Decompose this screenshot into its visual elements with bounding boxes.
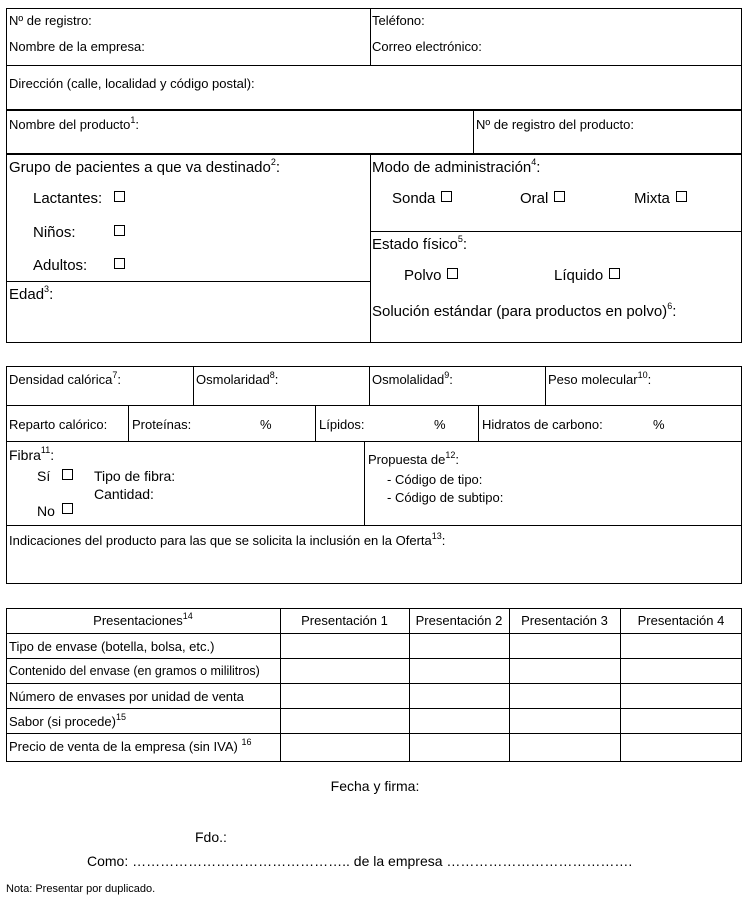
divider [620,608,621,762]
divider [6,683,742,684]
estado-title: Estado físico$^5$: [372,234,468,253]
densidad-field[interactable]: Densidad calórica$^7$: [9,369,121,387]
adultos-checkbox[interactable] [114,258,125,269]
solucion-field[interactable]: Solución estándar (para productos en polvo)$^6$: [372,301,677,320]
divider [473,110,474,154]
col-header-3: Presentación 3 [521,613,608,628]
osmolalidad-field[interactable]: Osmolalidad$^9$: [372,369,453,387]
row-label-sabor: Sabor (si procede)$^{15}$ [9,711,126,729]
fibra-si-label: Sí [37,468,51,484]
sonda-label: Sonda [392,190,436,207]
fibra-no-label: No [37,503,55,519]
proteinas-field[interactable]: Proteínas: [132,417,192,432]
table-cell[interactable] [281,634,408,657]
divider [6,525,742,526]
oral-label: Oral [520,190,549,207]
adultos-label: Adultos: [33,257,88,274]
divider [478,405,479,441]
divider [128,405,129,441]
lactantes-checkbox[interactable] [114,191,125,202]
row-label-precio: Precio de venta de la empresa (sin IVA) $^{16}$ [9,736,252,754]
divider [280,608,281,762]
proteinas-pct: % [260,417,272,432]
producto-registro-field[interactable]: Nº de registro del producto: [476,117,634,132]
liquido-checkbox[interactable] [609,268,620,279]
col-header-1: Presentación 1 [301,613,388,628]
producto-nombre-field[interactable]: Nombre del producto$^1$: [9,114,140,132]
lipidos-field[interactable]: Lípidos: [319,417,365,432]
divider [364,441,365,525]
lipidos-pct: % [434,417,446,432]
registro-field[interactable]: Nº de registro: [9,13,92,28]
table-cell[interactable] [510,634,619,657]
table-cell[interactable] [621,634,741,657]
divider [315,405,316,441]
polvo-label: Polvo [404,267,442,284]
empresa-field[interactable]: Nombre de la empresa: [9,39,145,54]
col-header-4: Presentación 4 [637,613,725,628]
indicaciones-field[interactable]: Indicaciones del producto para las que se solicita la inclusión en la Oferta$^{13}$: [9,530,446,548]
mixta-label: Mixta [634,190,670,207]
tipo-fibra-field[interactable]: Tipo de fibra: [94,468,176,484]
fibra-si-checkbox[interactable] [62,469,73,480]
divider [409,608,410,762]
osmolaridad-field[interactable]: Osmolaridad$^8$: [196,369,279,387]
divider [509,608,510,762]
como-line[interactable]: Como: ……………………………………….. de la empresa …………………………………. [87,853,633,869]
divider [6,441,742,442]
cantidad-field[interactable]: Cantidad: [94,486,154,502]
fibra-title: Fibra$^{11}$: [9,445,55,463]
divider [6,405,742,406]
divider [545,366,546,405]
divider [6,65,742,66]
divider [370,154,371,343]
codigo-tipo-field[interactable]: - Código de tipo: [387,472,483,487]
liquido-label: Líquido [554,267,604,284]
divider [6,281,370,282]
col-header-2: Presentación 2 [415,613,503,628]
divider [6,733,742,734]
edad-field[interactable]: Edad$^3$: [9,284,54,303]
telefono-field[interactable]: Teléfono: [372,13,425,28]
divider [193,366,194,405]
sonda-checkbox[interactable] [441,191,452,202]
codigo-subtipo-field[interactable]: - Código de subtipo: [387,490,504,505]
reparto-label: Reparto calórico: [9,417,108,432]
fibra-no-checkbox[interactable] [62,503,73,514]
correo-field[interactable]: Correo electrónico: [372,39,482,54]
lactantes-label: Lactantes: [33,190,103,207]
divider [370,231,742,232]
modo-title: Modo de administración$^4$: [372,157,541,176]
direccion-field[interactable]: Dirección (calle, localidad y código postal): [9,76,255,91]
grupo-title: Grupo de pacientes a que va destinado$^2$: [9,157,281,176]
ninos-checkbox[interactable] [114,225,125,236]
propuesta-title: Propuesta $de^{12}$: [368,449,459,467]
polvo-checkbox[interactable] [447,268,458,279]
row-label-numero-envases: Número de envases por unidad de venta [9,689,244,704]
divider [6,658,742,659]
divider [369,366,370,405]
divider [6,708,742,709]
peso-field[interactable]: Peso molecular$^{10}$: [548,369,652,387]
hidratos-pct: % [653,417,665,432]
presentaciones-header: Presentaciones$^{14}$ [93,610,193,628]
fdo-label: Fdo.: [195,829,227,845]
ninos-label: Niños: [33,224,76,241]
hidratos-field[interactable]: Hidratos de carbono: [482,417,603,432]
row-label-tipo-envase: Tipo de envase (botella, bolsa, etc.) [9,639,215,654]
oral-checkbox[interactable] [554,191,565,202]
fecha-firma-label: Fecha y firma: [330,778,420,794]
divider [370,8,371,65]
table-cell[interactable] [410,634,508,657]
row-label-contenido: Contenido del envase (en gramos o mililitros) [9,664,260,678]
mixta-checkbox[interactable] [676,191,687,202]
nota-text: Nota: Presentar por duplicado. [6,883,156,895]
